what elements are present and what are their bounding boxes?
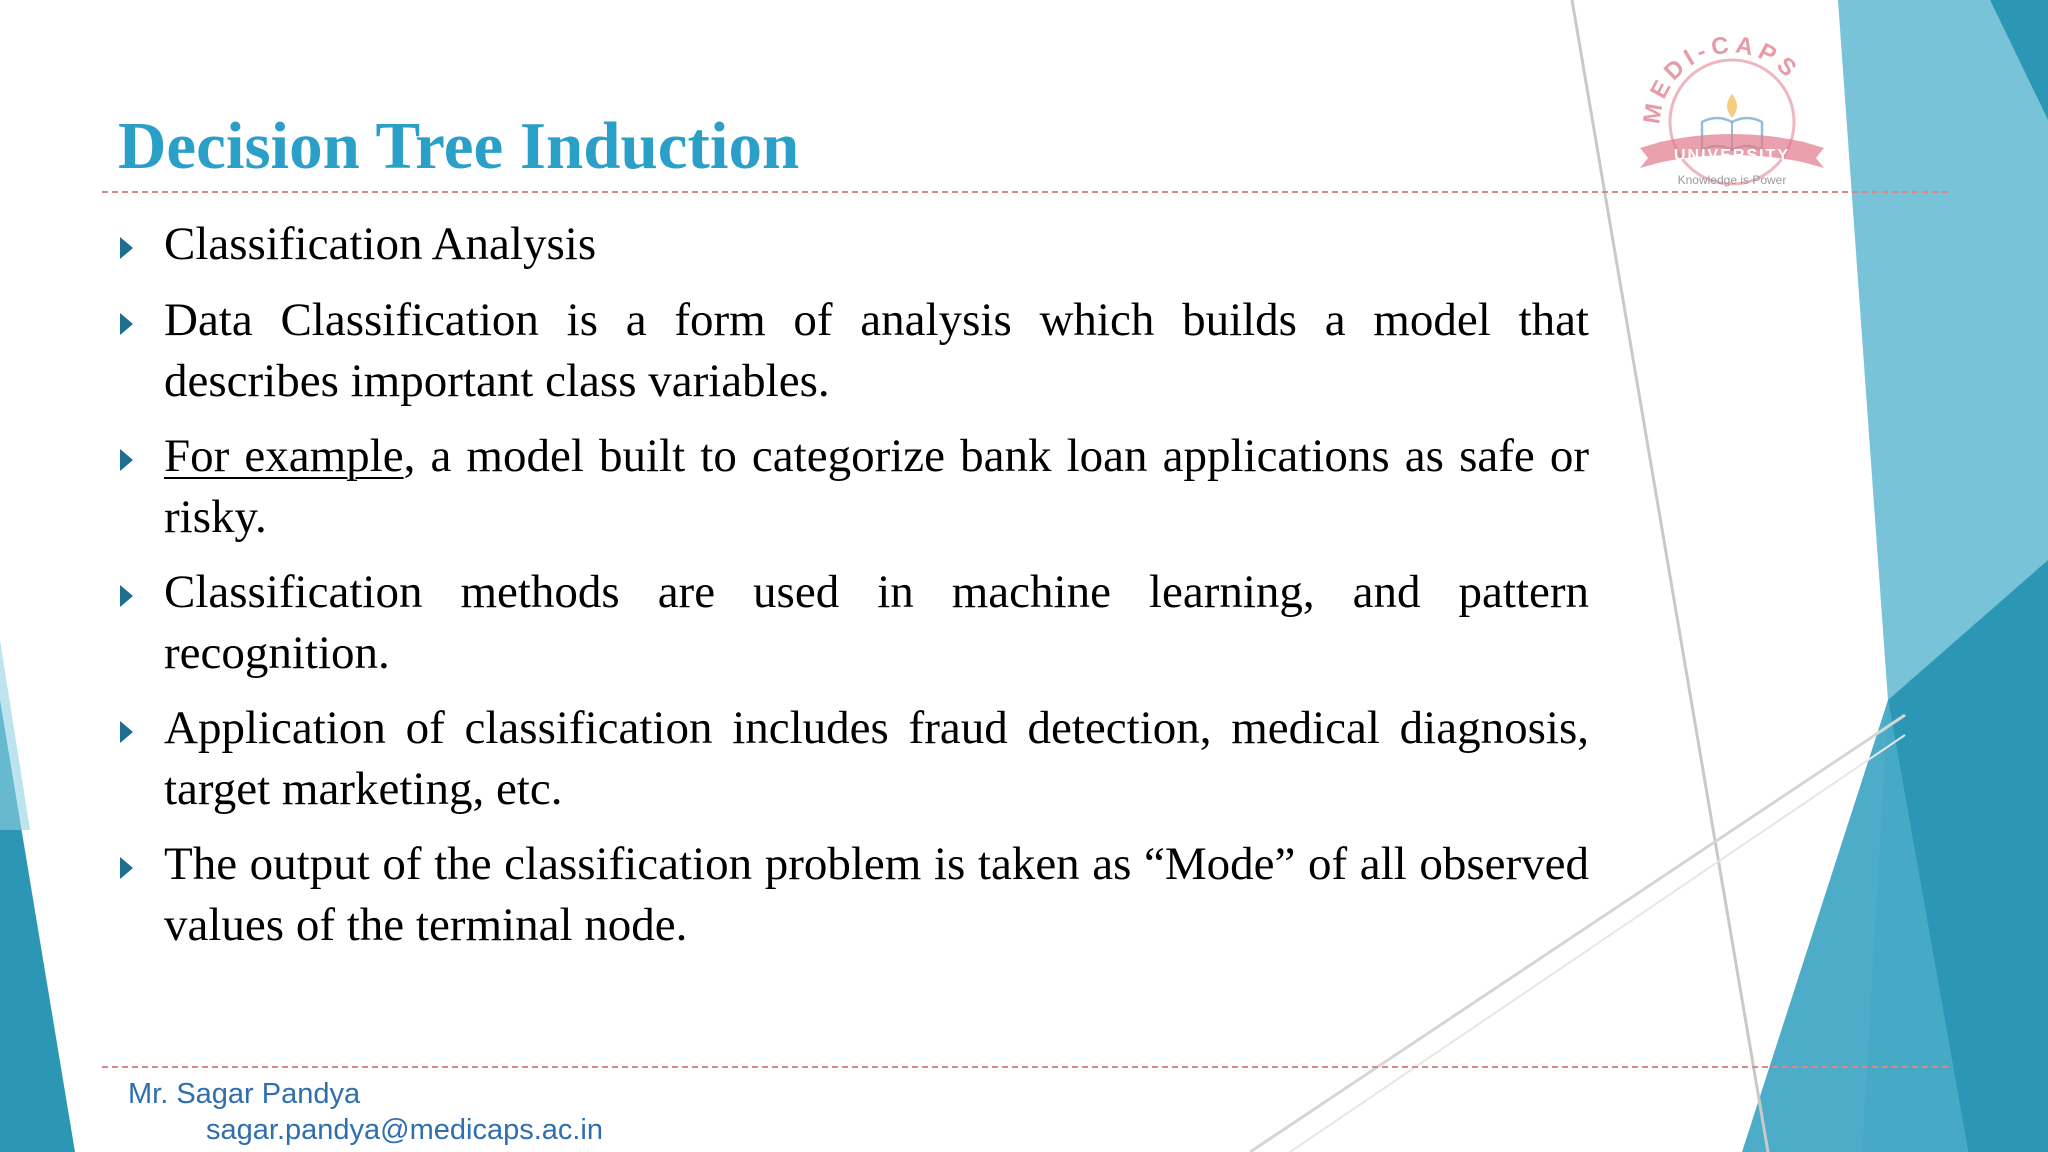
underlined-phrase: For example	[164, 430, 404, 482]
flame-icon	[1727, 94, 1737, 118]
logo-ribbon-text: UNIVERSITY	[1673, 147, 1791, 164]
bullet-text: Application of classification includes fraud detection, medical diagnosis, target marketing, etc.	[164, 702, 1589, 815]
university-logo	[1620, 30, 1840, 200]
bullet-text: Classification methods are used in machine learning, and pattern recognition.	[164, 566, 1589, 679]
svg-text:MEDI-CAPS	[1638, 31, 1805, 126]
bullet-item	[116, 290, 1589, 412]
bullet-text: Data Classification is a form of analysis which builds a model that describes important class variables.	[164, 294, 1589, 407]
footer-divider	[102, 1066, 1948, 1068]
bullet-text: Classification Analysis	[164, 218, 597, 270]
logo-arc-text: MEDI-CAPS	[1638, 31, 1806, 126]
left-teal-wedge-light	[0, 640, 30, 830]
logo-tagline: Knowledge is Power	[1677, 173, 1787, 187]
bullet-arrow-icon	[120, 313, 133, 335]
bullet-item	[116, 562, 1589, 684]
bullet-arrow-icon	[120, 585, 133, 607]
bullet-arrow-icon	[120, 449, 133, 471]
bullet-item	[116, 214, 1589, 275]
title-divider	[102, 191, 1948, 193]
slide-title: Decision Tree Induction	[118, 109, 800, 183]
footer-email: sagar.pandya@medicaps.ac.in	[206, 1114, 604, 1146]
bullet-arrow-icon	[120, 721, 133, 743]
bullet-item	[116, 834, 1589, 956]
bullet-item	[116, 426, 1589, 548]
bullet-item	[116, 698, 1589, 820]
bullet-text: The output of the classification problem is taken as “Mode” of all observed values of the terminal node.	[164, 838, 1589, 951]
bullet-text-rest: , a model built to categorize bank loan applications as safe or risky.	[164, 430, 1589, 543]
bullet-arrow-icon	[120, 237, 133, 259]
footer-author: Mr. Sagar Pandya	[128, 1078, 361, 1110]
bullet-arrow-icon	[120, 857, 133, 879]
bullet-text	[164, 426, 1589, 548]
